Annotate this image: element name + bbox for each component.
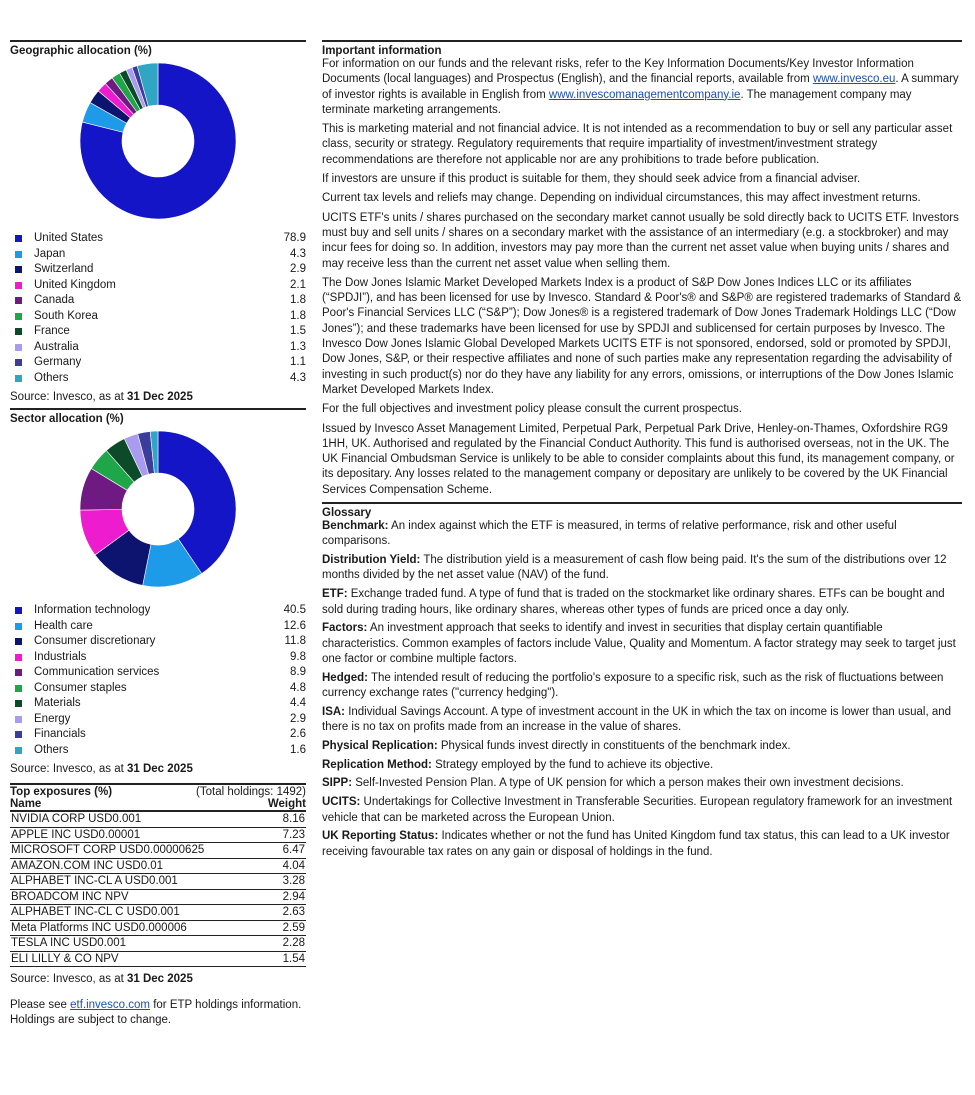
important-info bbox=[322, 57, 962, 498]
legend-value: 4.3 bbox=[290, 247, 306, 260]
holding-name: ELI LILLY & CO NPV bbox=[10, 951, 273, 967]
table-row bbox=[10, 843, 306, 859]
glossary-item bbox=[322, 705, 962, 736]
holding-name: ALPHABET INC-CL C USD0.001 bbox=[10, 905, 273, 921]
glossary-term: UK Reporting Status: bbox=[322, 830, 439, 843]
legend-label: Materials bbox=[34, 697, 81, 709]
legend-label: United Kingdom bbox=[34, 278, 116, 291]
legend-item bbox=[10, 247, 306, 263]
holding-weight: 2.94 bbox=[273, 889, 306, 905]
table-row bbox=[10, 827, 306, 843]
legend-label: France bbox=[34, 325, 70, 337]
glossary-term: SIPP: bbox=[322, 777, 353, 790]
legend-label: Consumer discretionary bbox=[34, 635, 156, 647]
glossary-item bbox=[322, 758, 962, 773]
glossary bbox=[322, 519, 962, 860]
legend-swatch bbox=[15, 359, 22, 366]
legend-swatch bbox=[15, 685, 22, 692]
legend-swatch bbox=[15, 297, 22, 304]
glossary-item bbox=[322, 519, 962, 550]
legend-value: 1.8 bbox=[290, 309, 306, 322]
left-column bbox=[10, 40, 306, 1028]
legend-label: Information technology bbox=[34, 604, 151, 616]
glossary-item bbox=[322, 795, 962, 826]
legend-value: 4.8 bbox=[290, 681, 306, 694]
management-company-link[interactable]: www.invescomanagementcompany.ie bbox=[548, 88, 741, 101]
glossary-definition: Physical funds invest directly in constituents of the benchmark index. bbox=[437, 739, 791, 752]
legend-label: Others bbox=[34, 743, 69, 756]
table-row bbox=[10, 936, 306, 952]
holding-name: ALPHABET INC-CL A USD0.001 bbox=[10, 874, 273, 890]
legend-swatch bbox=[15, 747, 22, 754]
legend-swatch bbox=[15, 731, 22, 738]
holding-weight: 8.16 bbox=[273, 812, 306, 827]
glossary-definition: Undertakings for Collective Investment in Transferable Securities. European regulatory framework for an investment vehicle that can be marketed across the European Union. bbox=[322, 796, 953, 824]
legend-value: 11.8 bbox=[284, 635, 306, 647]
legend-label: Health care bbox=[34, 619, 93, 632]
legend-label: Japan bbox=[34, 247, 66, 260]
legend-swatch bbox=[15, 282, 22, 289]
legend-item bbox=[10, 603, 306, 619]
glossary-item bbox=[322, 587, 962, 618]
legend-item bbox=[10, 278, 306, 294]
glossary-definition: The intended result of reducing the portfolio's exposure to a specific risk, such as the risk of fluctuations between currency exchange rates ("currency hedging"). bbox=[322, 671, 944, 699]
glossary-definition: Self-Invested Pension Plan. A type of UK pension for which a person makes their own investment decisions. bbox=[352, 777, 904, 790]
legend-item bbox=[10, 262, 306, 278]
legend-value: 4.3 bbox=[290, 371, 306, 384]
legend-swatch bbox=[15, 623, 22, 630]
holding-name: Meta Platforms INC USD0.000006 bbox=[10, 920, 273, 936]
geo-legend bbox=[10, 231, 306, 386]
sector-donut-chart bbox=[10, 429, 306, 589]
holding-name: TESLA INC USD0.001 bbox=[10, 936, 273, 952]
holding-name: BROADCOM INC NPV bbox=[10, 889, 273, 905]
total-holdings: (Total holdings: 1492) bbox=[196, 786, 306, 798]
legend-item bbox=[10, 309, 306, 325]
legend-swatch bbox=[15, 716, 22, 723]
holding-weight: 4.04 bbox=[273, 858, 306, 874]
info-para-8: Issued by Invesco Asset Management Limited, Perpetual Park, Perpetual Park Drive, Henley-on-Thames, Oxfordshire RG9 1HH, UK. Authorised and regulated by the Financial Conduct Authority. This fund is authorised overseas, not in the UK. The UK Financial Ombudsman Service is unlikely to be able to consider complaints about this fund, its management company, or its depositary. Any losses related to the management company or depositary are unlikely to be covered by the UK Financial Services Compensation Scheme. bbox=[322, 422, 955, 496]
glossary-term: ISA: bbox=[322, 705, 345, 718]
geo-title: Geographic allocation (%) bbox=[10, 40, 306, 57]
glossary-item bbox=[322, 829, 962, 860]
legend-item bbox=[10, 324, 306, 340]
legend-swatch bbox=[15, 669, 22, 676]
glossary-term: Factors: bbox=[322, 622, 368, 635]
holding-name: AMAZON.COM INC USD0.01 bbox=[10, 858, 273, 874]
legend-swatch bbox=[15, 344, 22, 351]
glossary-term: Hedged: bbox=[322, 671, 368, 684]
legend-label: Industrials bbox=[34, 650, 87, 663]
legend-item bbox=[10, 293, 306, 309]
legend-label: Financials bbox=[34, 728, 86, 740]
legend-item bbox=[10, 355, 306, 371]
legend-label: Energy bbox=[34, 712, 71, 725]
info-para-5: UCITS ETF's units / shares purchased on the secondary market cannot usually be sold directly back to UCITS ETF. Investors must buy and sell units / shares on a secondary market with the assistance of an intermediary (e.g. a stockbroker) and may incur fees for doing so. In addition, investors may pay more than the current net asset value when buying units / shares and may receive less than the current net asset value when selling them. bbox=[322, 211, 959, 270]
legend-label: Switzerland bbox=[34, 263, 94, 275]
holding-weight: 2.63 bbox=[273, 905, 306, 921]
legend-item bbox=[10, 231, 306, 247]
glossary-item bbox=[322, 776, 962, 791]
legend-item bbox=[10, 727, 306, 743]
glossary-definition: Individual Savings Account. A type of investment account in the UK in which the tax on income is lower than usual, and there is no tax on profits made from an increase in the value of shares. bbox=[322, 705, 952, 734]
legend-label: Others bbox=[34, 371, 69, 384]
legend-label: Communication services bbox=[34, 666, 160, 678]
legend-swatch bbox=[15, 313, 22, 320]
info-para-6: The Dow Jones Islamic Market Developed Markets Index is a product of S&P Dow Jones Indices LLC or its affiliates (“SPDJI”), and has been licensed for use by Invesco. Standard & Poor's® and S&P® are registered trademarks of Standard & Poor's Financial Services LLC (“S&P”); Dow Jones® is a registered trademark of Dow Jones Trademark Holdings LLC (“Dow Jones”); and these trademarks have been licensed for use by SPDJI and sublicensed for certain purposes by Invesco. The Invesco Dow Jones Islamic Global Developed Markets UCITS ETF is not sponsored, endorsed, sold or promoted by SPDJI, Dow Jones, S&P, or their respective affiliates and none of such parties make any representation regarding the advisability of investing in such product(s) nor do they have any liability for any errors, omissions, or interruptions of the Dow Jones Islamic Market Developed Markets Index. bbox=[322, 276, 962, 396]
legend-value: 1.8 bbox=[290, 294, 306, 306]
legend-swatch bbox=[15, 328, 22, 335]
legend-item bbox=[10, 712, 306, 728]
legend-value: 1.3 bbox=[290, 340, 306, 353]
legend-label: Germany bbox=[34, 356, 82, 368]
legend-value: 1.1 bbox=[290, 356, 306, 368]
top-exposures-title: Top exposures (%) bbox=[10, 786, 113, 798]
right-column bbox=[322, 40, 962, 863]
legend-label: United States bbox=[34, 232, 104, 244]
legend-item bbox=[10, 681, 306, 697]
legend-label: Consumer staples bbox=[34, 681, 127, 694]
legend-value: 78.9 bbox=[283, 232, 306, 244]
legend-swatch bbox=[15, 638, 22, 645]
sector-legend bbox=[10, 603, 306, 758]
geo-source: Source: Invesco, as at 31 Dec 2025 bbox=[10, 391, 193, 403]
legend-swatch bbox=[15, 607, 22, 614]
holding-weight: 7.23 bbox=[273, 827, 306, 843]
legend-value: 2.1 bbox=[290, 278, 306, 291]
table-row bbox=[10, 905, 306, 921]
table-row bbox=[10, 889, 306, 905]
glossary-definition: Exchange traded fund. A type of fund that is traded on the stockmarket like ordinary shares. ETFs can be bought and sold during trading hours, like ordinary shares, whereas other types of funds are priced once a day only. bbox=[322, 588, 945, 616]
legend-value: 8.9 bbox=[290, 666, 306, 678]
table-row bbox=[10, 858, 306, 874]
glossary-term: Distribution Yield: bbox=[322, 554, 421, 567]
sector-title: Sector allocation (%) bbox=[10, 408, 306, 425]
legend-item bbox=[10, 696, 306, 712]
table-row bbox=[10, 812, 306, 827]
legend-value: 2.9 bbox=[290, 263, 306, 275]
exposures-table bbox=[10, 812, 306, 967]
info-para-3: If investors are unsure if this product is suitable for them, they should seek advice from a financial adviser. bbox=[322, 173, 861, 186]
glossary-definition: Indicates whether or not the fund has United Kingdom fund tax status, this can lead to a UK investor receiving favourable tax rates on any gain or disposal of holdings in the fund. bbox=[322, 830, 950, 858]
top-exposures bbox=[10, 783, 306, 1028]
legend-item bbox=[10, 665, 306, 681]
legend-item bbox=[10, 371, 306, 387]
legend-item bbox=[10, 619, 306, 635]
legend-label: Australia bbox=[34, 340, 79, 353]
info-para-4: Current tax levels and reliefs may change. Depending on individual circumstances, this may affect investment returns. bbox=[322, 192, 921, 205]
holding-name: NVIDIA CORP USD0.001 bbox=[10, 812, 273, 827]
glossary-definition: Strategy employed by the fund to achieve its objective. bbox=[431, 758, 714, 771]
legend-value: 1.5 bbox=[290, 325, 306, 337]
legend-swatch bbox=[15, 375, 22, 382]
legend-swatch bbox=[15, 654, 22, 661]
glossary-term: UCITS: bbox=[322, 796, 361, 809]
legend-swatch bbox=[15, 251, 22, 258]
legend-value: 4.4 bbox=[290, 697, 306, 709]
glossary-item bbox=[322, 739, 962, 754]
legend-swatch bbox=[15, 235, 22, 242]
name-header: Name bbox=[10, 798, 42, 810]
holding-weight: 1.54 bbox=[273, 951, 306, 967]
table-row bbox=[10, 920, 306, 936]
holding-name: MICROSOFT CORP USD0.00000625 bbox=[10, 843, 273, 859]
legend-value: 2.9 bbox=[290, 712, 306, 725]
glossary-item bbox=[322, 553, 962, 584]
invesco-eu-link[interactable]: www.invesco.eu bbox=[812, 73, 896, 86]
legend-label: South Korea bbox=[34, 309, 98, 322]
glossary-term: Physical Replication: bbox=[322, 739, 438, 752]
legend-value: 2.6 bbox=[290, 728, 306, 740]
glossary-item bbox=[322, 621, 962, 667]
table-row bbox=[10, 951, 306, 967]
info-para-2: This is marketing material and not financial advice. It is not intended as a recommendation to buy or sell any particular asset class, security or strategy. Regulatory requirements that require impartiality of investment/investment strategy recommendations are therefore not applicable nor are any prohibitions to trade before publication. bbox=[322, 123, 953, 166]
holding-name: APPLE INC USD0.00001 bbox=[10, 827, 273, 843]
info-para-1: For information on our funds and the relevant risks, refer to the Key Information Documents/Key Investor Information Documents (local languages) and Prospectus (English), and the financial reports, available from www.invesco.eu. A summary of investor rights is available in English from www.invescomanagementcompany.ie. The management company may terminate marketing arrangements. bbox=[322, 58, 959, 116]
holding-weight: 3.28 bbox=[273, 874, 306, 890]
weight-header: Weight bbox=[267, 798, 306, 810]
etf-link[interactable]: etf.invesco.com bbox=[70, 999, 151, 1011]
glossary-item bbox=[322, 671, 962, 702]
geo-donut-chart bbox=[10, 61, 306, 221]
legend-item bbox=[10, 743, 306, 759]
glossary-term: ETF: bbox=[322, 588, 348, 601]
glossary-term: Benchmark: bbox=[322, 520, 389, 533]
glossary-definition: The distribution yield is a measurement of cash flow being paid. It's the sum of the distributions over 12 months divided by the net asset value (NAV) of the fund. bbox=[322, 554, 947, 582]
holding-weight: 2.59 bbox=[273, 920, 306, 936]
info-para-7: For the full objectives and investment policy please consult the current prospectus. bbox=[322, 403, 742, 416]
legend-item bbox=[10, 340, 306, 356]
glossary-term: Replication Method: bbox=[322, 758, 432, 771]
legend-value: 1.6 bbox=[290, 743, 306, 756]
legend-swatch bbox=[15, 266, 22, 273]
holding-weight: 2.28 bbox=[273, 936, 306, 952]
glossary-title: Glossary bbox=[322, 502, 962, 519]
legend-item bbox=[10, 634, 306, 650]
legend-value: 12.6 bbox=[283, 619, 306, 632]
glossary-definition: An index against which the ETF is measured, in terms of relative performance, risk and other useful comparisons. bbox=[322, 520, 897, 548]
glossary-definition: An investment approach that seeks to identify and invest in securities that display certain quantifiable characteristics. Common examples of factors include Value, Quality and Momentum. A factor strategy may seek to target just one factor or combine multiple factors. bbox=[322, 622, 956, 665]
legend-item bbox=[10, 650, 306, 666]
important-info-title: Important information bbox=[322, 40, 962, 57]
legend-value: 9.8 bbox=[290, 650, 306, 663]
sector-source: Source: Invesco, as at 31 Dec 2025 bbox=[10, 763, 193, 775]
table-row bbox=[10, 874, 306, 890]
legend-swatch bbox=[15, 700, 22, 707]
holding-weight: 6.47 bbox=[273, 843, 306, 859]
legend-label: Canada bbox=[34, 294, 75, 306]
exposures-source: Source: Invesco, as at 31 Dec 2025 bbox=[10, 973, 193, 985]
holdings-note: Please see etf.invesco.com for ETP holdings information. Holdings are subject to change. bbox=[10, 999, 302, 1026]
legend-value: 40.5 bbox=[283, 604, 306, 616]
